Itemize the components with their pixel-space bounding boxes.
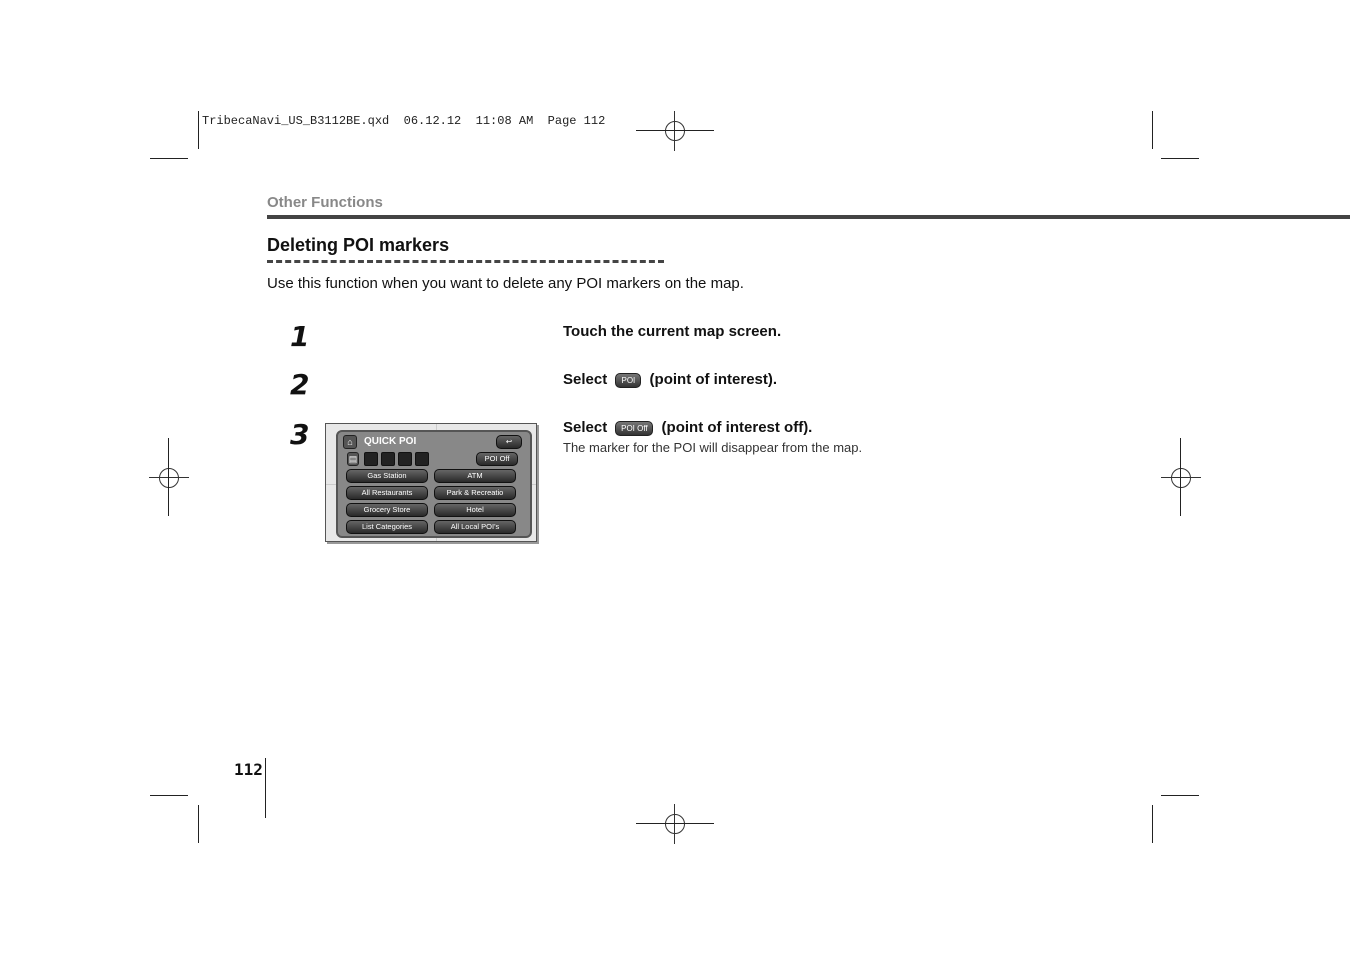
step-1-text: Touch the current map screen. bbox=[563, 323, 782, 340]
atm-button[interactable]: ATM bbox=[434, 469, 516, 483]
step-number: 3 bbox=[290, 418, 310, 451]
crop-mark bbox=[1161, 158, 1199, 159]
step-text: (point of interest). bbox=[649, 371, 778, 388]
page-number-rule bbox=[265, 758, 266, 818]
slug-time: 11:08 AM bbox=[475, 114, 534, 128]
all-local-pois-button[interactable]: All Local POI's bbox=[434, 520, 516, 534]
slug-date: 06.12.12 bbox=[403, 114, 462, 128]
crop-mark bbox=[198, 805, 199, 843]
quick-poi-panel bbox=[336, 430, 532, 538]
crop-mark bbox=[1180, 438, 1181, 516]
step-3-note: The marker for the POI will disappear from the map. bbox=[563, 440, 863, 455]
crop-mark bbox=[150, 795, 188, 796]
list-categories-button[interactable]: List Categories bbox=[346, 520, 428, 534]
crop-mark bbox=[636, 130, 714, 131]
slug-filename: TribecaNavi_US_B3112BE.qxd bbox=[202, 114, 390, 128]
registration-mark-icon bbox=[149, 458, 189, 498]
poi-slot[interactable] bbox=[364, 452, 378, 466]
print-slug bbox=[202, 114, 605, 128]
step-3-text bbox=[563, 419, 812, 436]
crop-mark bbox=[198, 111, 199, 149]
hotel-button[interactable]: Hotel bbox=[434, 503, 516, 517]
step-text: (point of interest off). bbox=[661, 419, 813, 436]
title-underline bbox=[267, 260, 664, 263]
registration-mark-icon bbox=[1161, 458, 1201, 498]
registration-mark-icon bbox=[655, 111, 695, 151]
grocery-store-button[interactable]: Grocery Store bbox=[346, 503, 428, 517]
step-2-text bbox=[563, 371, 777, 388]
poi-slot[interactable] bbox=[381, 452, 395, 466]
page-title: Deleting POI markers bbox=[267, 235, 450, 255]
crop-mark bbox=[1161, 795, 1199, 796]
gas-station-button[interactable]: Gas Station bbox=[346, 469, 428, 483]
intro-text: Use this function when you want to delete any POI markers on the map. bbox=[267, 275, 744, 292]
quick-poi-title: QUICK POI bbox=[364, 436, 417, 447]
header-rule bbox=[267, 215, 1350, 219]
poi-off-button[interactable]: POI Off bbox=[476, 452, 518, 466]
step-text: Select bbox=[563, 419, 608, 436]
poi-slot[interactable] bbox=[398, 452, 412, 466]
step-number: 2 bbox=[290, 368, 310, 401]
poi-off-button-icon: POI Off bbox=[615, 421, 653, 436]
crop-mark bbox=[636, 823, 714, 824]
poi-slot[interactable] bbox=[415, 452, 429, 466]
crop-mark bbox=[1152, 805, 1153, 843]
crop-mark bbox=[150, 158, 188, 159]
page-number: 112 bbox=[234, 760, 263, 779]
park-recreation-button[interactable]: Park & Recreatio bbox=[434, 486, 516, 500]
poi-button-icon: POI bbox=[615, 373, 641, 388]
quick-poi-screenshot bbox=[325, 423, 537, 542]
step-number: 1 bbox=[290, 320, 310, 353]
section-heading: Other Functions bbox=[267, 194, 383, 211]
home-icon[interactable]: ⌂ bbox=[343, 435, 357, 449]
crop-mark bbox=[168, 438, 169, 516]
slug-page: Page 112 bbox=[547, 114, 606, 128]
crop-mark bbox=[1152, 111, 1153, 149]
registration-mark-icon bbox=[655, 804, 695, 844]
step-text: Select bbox=[563, 371, 608, 388]
poi-list-icon[interactable]: ▤ bbox=[348, 454, 358, 464]
back-arrow-icon[interactable]: ↩ bbox=[496, 435, 522, 449]
all-restaurants-button[interactable]: All Restaurants bbox=[346, 486, 428, 500]
